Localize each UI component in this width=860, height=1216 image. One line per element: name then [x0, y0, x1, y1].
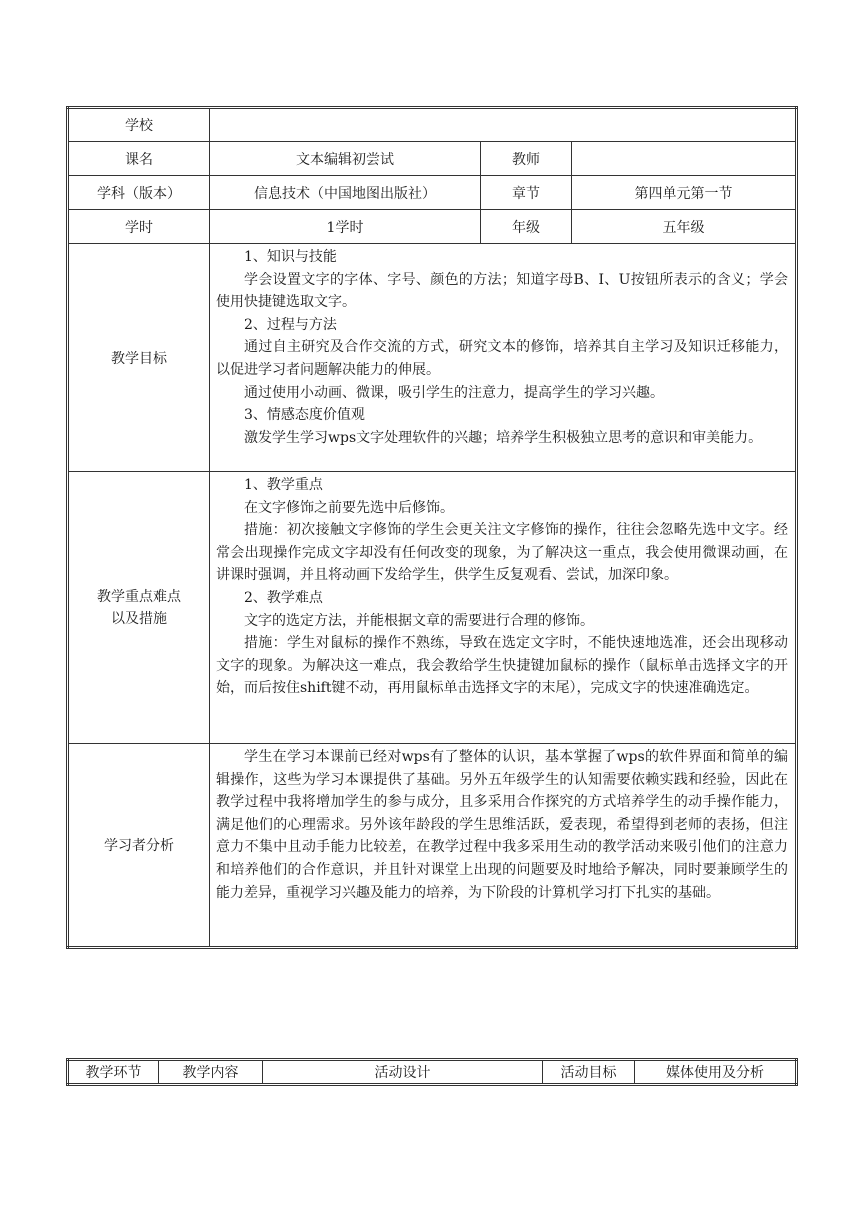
subject-label: 学科（版本） — [68, 176, 210, 210]
grade-label: 年级 — [481, 210, 572, 244]
course-row — [68, 142, 797, 176]
objectives-paragraph: 通过自主研究及合作交流的方式，研究文本的修饰，培养其自主学习及知识迁移能力，以促进学习者问题解决能力的伸展。 — [216, 339, 789, 378]
key-points-label — [68, 472, 210, 744]
teacher-value — [572, 142, 797, 176]
process-header-cell: 媒体使用及分析 — [635, 1060, 797, 1085]
learner-analysis-row — [68, 744, 797, 948]
key-points-label-line: 以及措施 — [111, 610, 167, 627]
key-points-paragraph: 1、教学重点 — [244, 477, 323, 493]
objectives-row — [68, 244, 797, 472]
hours-value: 1学时 — [210, 210, 481, 244]
process-header-cell: 活动目标 — [543, 1060, 635, 1085]
hours-row — [68, 210, 797, 244]
teaching-process-table — [66, 1058, 798, 1086]
school-label: 学校 — [68, 108, 210, 142]
key-points-content — [210, 472, 797, 744]
hours-label: 学时 — [68, 210, 210, 244]
objectives-paragraph: 1、知识与技能 — [244, 249, 337, 265]
subject-row — [68, 176, 797, 210]
learner-analysis-content — [210, 744, 797, 948]
learner-analysis-label: 学习者分析 — [68, 744, 210, 948]
key-points-paragraph: 措施：初次接触文字修饰的学生会更关注文字修饰的操作，往往会忽略先选中文字。经常会出现操作完成文字却没有任何改变的现象，为了解决这一重点，我会使用微课动画，在讲课时强调，并且将动画下发给学生，供学生反复观看、尝试，加深印象。 — [216, 522, 789, 584]
grade-value: 五年级 — [572, 210, 797, 244]
process-header-cell: 教学环节 — [68, 1060, 159, 1085]
objectives-paragraph: 2、过程与方法 — [244, 316, 337, 333]
course-label: 课名 — [68, 142, 210, 176]
chapter-label: 章节 — [481, 176, 572, 210]
key-points-label-line: 教学重点难点 — [97, 588, 181, 605]
process-header-cell: 教学内容 — [159, 1060, 263, 1085]
learner-analysis-paragraph: 学生在学习本课前已经对wps有了整体的认识，基本掌握了wps的软件界面和简单的编辑操作，这些为学习本课提供了基础。另外五年级学生的认知需要依赖实践和经验，因此在教学过程中我将增加学生的参与成分，且多采用合作探究的方式培养学生的动手操作能力，满足他们的心理需求。另外该年龄段的学生思维活跃，爱表现，希望得到老师的表扬，但注意力不集中且动手能力比较差，在教学过程中我多采用生动的教学活动来吸引他们的注意力和培养他们的合作意识，并且针对课堂上出现的问题要及时地给予解决，同时要兼顾学生的能力差异，重视学习兴趣及能力的培养，为下阶段的计算机学习打下扎实的基础。 — [216, 749, 789, 901]
objectives-content — [210, 244, 797, 472]
key-points-row — [68, 472, 797, 744]
objectives-paragraph: 激发学生学习wps文字处理软件的兴趣；培养学生积极独立思考的意识和审美能力。 — [244, 429, 763, 446]
objectives-paragraph: 3、情感态度价值观 — [244, 407, 365, 424]
subject-value: 信息技术（中国地图出版社） — [210, 176, 481, 210]
key-points-paragraph: 文字的选定方法，并能根据文章的需要进行合理的修饰。 — [244, 612, 594, 629]
course-value: 文本编辑初尝试 — [210, 142, 481, 176]
process-header-row — [68, 1060, 797, 1085]
objectives-label: 教学目标 — [68, 244, 210, 472]
key-points-paragraph: 2、教学难点 — [244, 589, 323, 606]
lesson-info-table — [66, 106, 798, 949]
key-points-paragraph: 措施：学生对鼠标的操作不熟练，导致在选定文字时，不能快速地选准，还会出现移动文字的现象。为解决这一难点，我会教给学生快捷键加鼠标的操作（鼠标单击选择文字的开始，而后按住shift键不动，再用鼠标单击选择文字的末尾），完成文字的快速准确选定。 — [216, 635, 789, 697]
objectives-paragraph: 学会设置文字的字体、字号、颜色的方法；知道字母B、I、U按钮所表示的含义；学会使用快捷键选取文字。 — [216, 271, 789, 311]
process-header-cell: 活动设计 — [263, 1060, 543, 1085]
objectives-paragraph: 通过使用小动画、微课，吸引学生的注意力，提高学生的学习兴趣。 — [244, 384, 664, 401]
teacher-label: 教师 — [481, 142, 572, 176]
chapter-value: 第四单元第一节 — [572, 176, 797, 210]
school-row — [68, 108, 797, 142]
school-value — [210, 108, 797, 142]
key-points-paragraph: 在文字修饰之前要先选中后修饰。 — [244, 499, 454, 516]
